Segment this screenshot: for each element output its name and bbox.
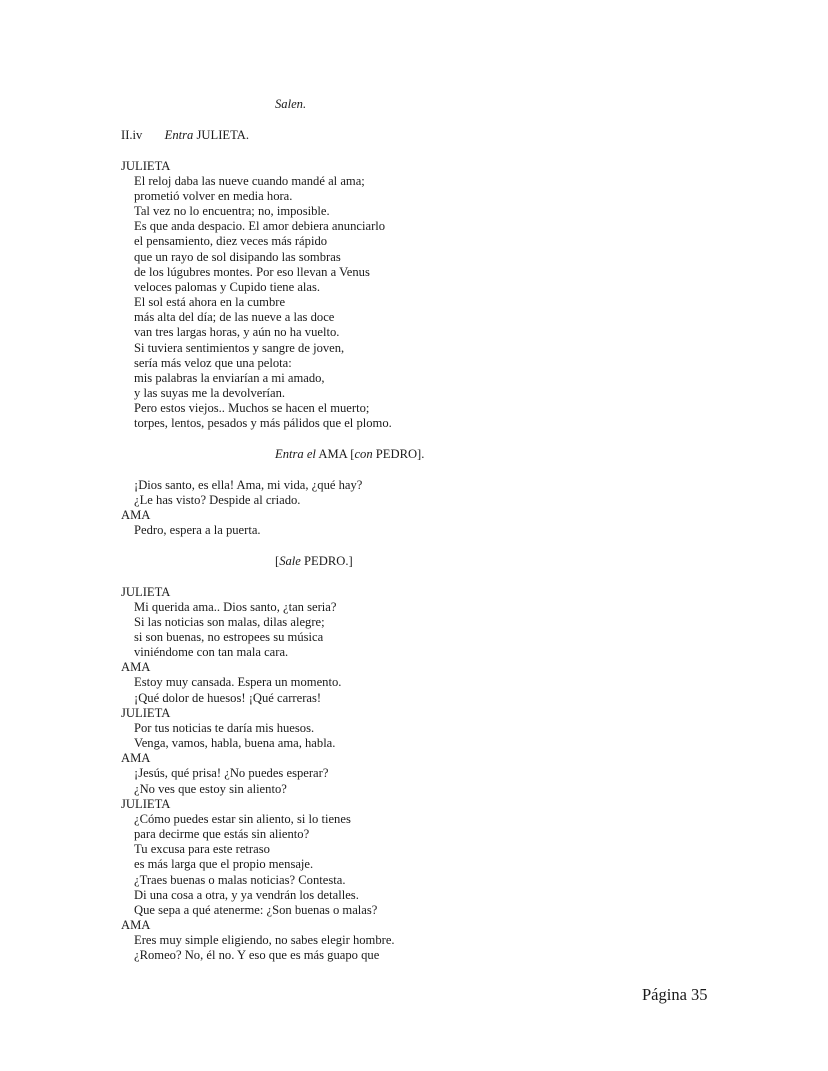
verse-line: ¿Cómo puedes estar sin aliento, si lo tienes (134, 812, 351, 826)
stage-direction-part: PEDRO]. (372, 447, 425, 461)
stage-direction-part: Sale (279, 554, 301, 568)
verse-line: ¿Romeo? No, él no. Y eso que es más guapo que (134, 948, 380, 962)
verse-line: Tal vez no lo encuentra; no, imposible. (134, 204, 330, 218)
scene-entry-verb: Entra (164, 128, 194, 142)
verse-line: y las suyas me la devolverían. (134, 386, 286, 400)
verse-line: Estoy muy cansada. Espera un momento. (134, 675, 342, 689)
verse-line: torpes, lentos, pesados y más pálidos que el plomo. (134, 416, 392, 430)
verse-line: es más larga que el propio mensaje. (134, 857, 314, 871)
verse-line: si son buenas, no estropees su música (134, 630, 324, 644)
verse-line: van tres largas horas, y aún no ha vuelto. (134, 325, 340, 339)
verse-line: sería más veloz que una pelota: (134, 356, 292, 370)
speaker-name: JULIETA (121, 797, 171, 811)
verse-line: Que sepa a qué atenerme: ¿Son buenas o malas? (134, 903, 378, 917)
stage-direction-exit (275, 97, 306, 112)
verse-line: ¿No ves que estoy sin aliento? (134, 782, 287, 796)
verse-line: Es que anda despacio. El amor debiera anunciarlo (134, 219, 386, 233)
verse-line: mis palabras la enviarían a mi amado, (134, 371, 325, 385)
verse-line: ¿Le has visto? Despide al criado. (134, 493, 301, 507)
verse-line: más alta del día; de las nueve a las doce (134, 310, 335, 324)
speaker-name: AMA (121, 918, 151, 932)
verse-line: prometió volver en media hora. (134, 189, 293, 203)
verse-line: Si tuviera sentimientos y sangre de joven, (134, 341, 345, 355)
stage-direction-part: [ (275, 554, 280, 568)
verse-line: Por tus noticias te daría mis huesos. (134, 721, 315, 735)
stage-direction-enter (275, 447, 424, 462)
scene-heading (121, 128, 249, 143)
stage-direction-exit-text: Salen. (275, 97, 307, 111)
verse-line: de los lúgubres montes. Por eso llevan a Venus (134, 265, 370, 279)
stage-direction-part: AMA [ (315, 447, 355, 461)
speaker-name: JULIETA (121, 706, 171, 720)
verse-line: que un rayo de sol disipando las sombras (134, 250, 341, 264)
verse-line: Pero estos viejos.. Muchos se hacen el muerto; (134, 401, 370, 415)
speaker-name: AMA (121, 660, 151, 674)
scene-entry-character: JULIETA. (196, 128, 250, 142)
verse-line: Si las noticias son malas, dilas alegre; (134, 615, 325, 629)
verse-line: Di una cosa a otra, y ya vendrán los detalles. (134, 888, 359, 902)
stage-direction-exit-pedro (275, 554, 353, 569)
scene-number: II.iv (121, 128, 143, 142)
verse-line: Tu excusa para este retraso (134, 842, 270, 856)
verse-line: Eres muy simple eligiendo, no sabes elegir hombre. (134, 933, 395, 947)
speaker-name: JULIETA (121, 585, 171, 599)
verse-line: ¡Jesús, qué prisa! ¿No puedes esperar? (134, 766, 329, 780)
verse-line: El reloj daba las nueve cuando mandé al ama; (134, 174, 365, 188)
verse-line: viniéndome con tan mala cara. (134, 645, 289, 659)
verse-line: para decirme que estás sin aliento? (134, 827, 310, 841)
verse-line: ¡Dios santo, es ella! Ama, mi vida, ¿qué hay? (134, 478, 363, 492)
verse-line: Mi querida ama.. Dios santo, ¿tan seria? (134, 600, 337, 614)
verse-line: El sol está ahora en la cumbre (134, 295, 286, 309)
verse-line: Venga, vamos, habla, buena ama, habla. (134, 736, 336, 750)
stage-direction-part: con (354, 447, 373, 461)
speaker-name: JULIETA (121, 159, 171, 173)
speaker-name: AMA (121, 508, 151, 522)
stage-direction-part: Entra el (275, 447, 316, 461)
page-number: Página 35 (642, 985, 708, 1004)
stage-direction-part: PEDRO.] (300, 554, 353, 568)
verse-line: Pedro, espera a la puerta. (134, 523, 261, 537)
speaker-name: AMA (121, 751, 151, 765)
verse-line: ¿Traes buenas o malas noticias? Contesta. (134, 873, 346, 887)
verse-line: el pensamiento, diez veces más rápido (134, 234, 328, 248)
verse-line: ¡Qué dolor de huesos! ¡Qué carreras! (134, 691, 322, 705)
verse-line: veloces palomas y Cupido tiene alas. (134, 280, 321, 294)
